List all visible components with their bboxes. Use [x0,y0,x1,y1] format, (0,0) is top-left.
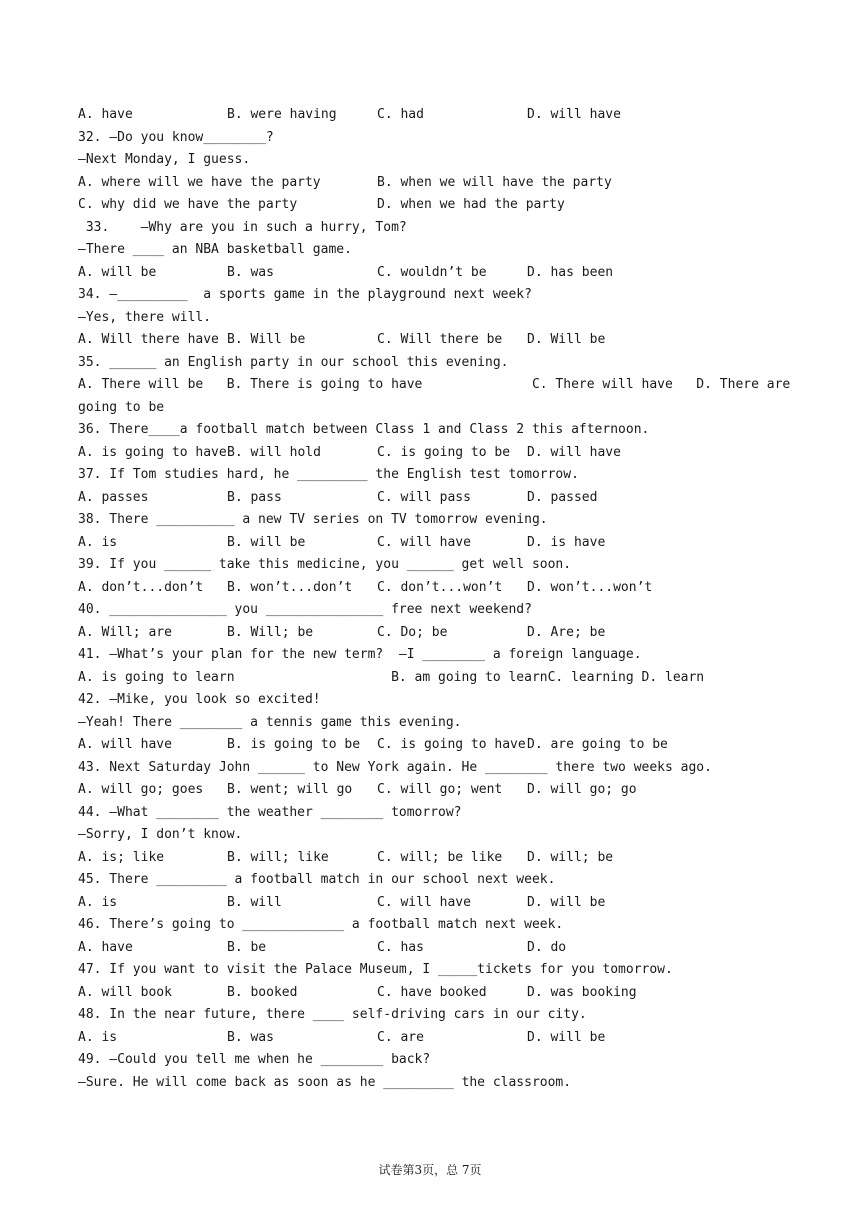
question-line: 36. There____a football match between Class 1 and Class 2 this afternoon. [78,422,650,437]
answer-option: A. is; like [78,849,165,865]
answer-option: B. be [227,939,267,955]
answer-option: C. Do; be [377,624,448,640]
answer-option: A. have [78,939,133,955]
answer-option: C. is going to be [377,444,511,460]
answer-option: C. will go; went [377,782,503,797]
answer-option: A. will book [78,984,172,1000]
answer-option: D. will go; go [527,782,637,797]
question-line: 33. —Why are you in such a hurry, Tom? [78,219,407,235]
answer-option: D. are going to be [527,737,668,752]
question-line: 34. —_________ a sports game in the playground next week? [78,287,532,302]
answer-option: C. will pass [377,489,471,505]
answer-option: A. have [78,107,133,122]
answer-option: A. Will; are [78,624,172,640]
question-line: 40. _______________ you _______________ free next weekend? [78,602,532,617]
answer-option: D. will have [527,444,621,460]
answer-option: A. is [78,534,118,550]
answer-option: C. had [377,107,424,122]
answer-option: A. where will we have the party [78,174,321,190]
question-line: 35. ______ an English party in our school this evening. [78,354,509,370]
answer-option: A. is [78,1029,118,1045]
answer-option: C. has [377,939,424,955]
question-line: A. is going to learn B. am going to learnC. learning D. learn [78,669,705,685]
answer-option: B. went; will go [227,782,353,797]
question-line: —There ____ an NBA basketball game. [78,242,352,257]
answer-option: C. why did we have the party [78,197,298,212]
question-line: 43. Next Saturday John ______ to New York again. He ________ there two weeks ago. [78,759,712,775]
answer-option: B. Will; be [227,624,314,640]
answer-option: B. will; like [227,849,329,865]
answer-option: D. Will be [527,332,606,347]
answer-option: D. will be [527,1029,606,1045]
answer-option: B. was [227,1029,274,1045]
answer-option: C. Will there be [377,332,503,347]
answer-option: A. is going to have [78,444,227,460]
question-line: 37. If Tom studies hard, he _________ the English test tomorrow. [78,467,579,482]
answer-option: D. is have [527,534,606,550]
answer-option: A. will be [78,264,157,280]
question-line: 38. There __________ a new TV series on TV tomorrow evening. [78,512,548,527]
answer-option: B. will be [227,534,306,550]
answer-option: A. will have [78,737,172,752]
answer-option: B. will [227,894,282,910]
answer-option: D. Are; be [527,624,606,640]
answer-option: B. won’t...don’t [227,579,353,595]
answer-option: C. are [377,1029,424,1045]
answer-option: D. do [527,939,567,955]
answer-option: C. is going to have [377,737,526,752]
question-line: 32. —Do you know________? [78,129,274,145]
question-line: 45. There _________ a football match in our school next week. [78,872,556,887]
answer-option: B. booked [227,984,298,1000]
question-line: 41. —What’s your plan for the new term? —I ________ a foreign language. [78,647,642,662]
answer-option: D. will; be [527,849,614,865]
question-line: 42. —Mike, you look so excited! [78,692,321,707]
answer-option: D. will have [527,107,621,122]
answer-option: C. will; be like [377,849,503,865]
question-line: going to be [78,399,165,415]
answer-option: B. were having [227,107,337,122]
answer-option: B. when we will have the party [377,174,612,190]
answer-option: D. was booking [527,984,637,1000]
question-line: 48. In the near future, there ____ self-driving cars in our city. [78,1007,587,1022]
question-line: 39. If you ______ take this medicine, you ______ get well soon. [78,557,572,572]
answer-option: C. wouldn’t be [377,264,487,280]
question-line: —Next Monday, I guess. [78,152,251,167]
answer-option: C. have booked [377,984,487,1000]
answer-option: B. pass [227,489,282,505]
question-line: —Yes, there will. [78,309,212,325]
question-line: 44. —What ________ the weather ________ tomorrow? [78,804,462,820]
answer-option: A. is [78,894,118,910]
answer-option: D. when we had the party [377,197,565,212]
answer-option: A. Will there have [78,332,219,347]
answer-option: B. was [227,264,274,280]
answer-option: A. will go; goes [78,782,204,797]
answer-option: D. passed [527,489,598,505]
answer-option: D. won’t...won’t [527,579,653,595]
answer-option: B. will hold [227,444,321,460]
answer-option: C. don’t...won’t [377,579,503,595]
question-line: 49. —Could you tell me when he ________ back? [78,1052,431,1067]
question-line: —Sorry, I don’t know. [78,827,243,842]
answer-option: B. is going to be [227,737,361,752]
answer-option: A. don’t...don’t [78,579,204,595]
question-line: 47. If you want to visit the Palace Museum, I _____tickets for you tomorrow. [78,962,673,977]
question-line: 46. There’s going to _____________ a football match next week. [78,917,564,932]
answer-option: D. has been [527,264,614,280]
answer-option: D. will be [527,894,606,910]
question-line: —Yeah! There ________ a tennis game this evening. [78,714,462,730]
answer-option: C. will have [377,534,471,550]
answer-option: A. passes [78,489,149,505]
answer-option: B. Will be [227,332,306,347]
question-line: —Sure. He will come back as soon as he _________ the classroom. [78,1074,572,1090]
question-line: A. There will be B. There is going to have C. There will have D. There are [78,377,791,392]
answer-option: C. will have [377,894,471,910]
page-footer: 试卷第3页，总 7页 [378,1163,482,1177]
